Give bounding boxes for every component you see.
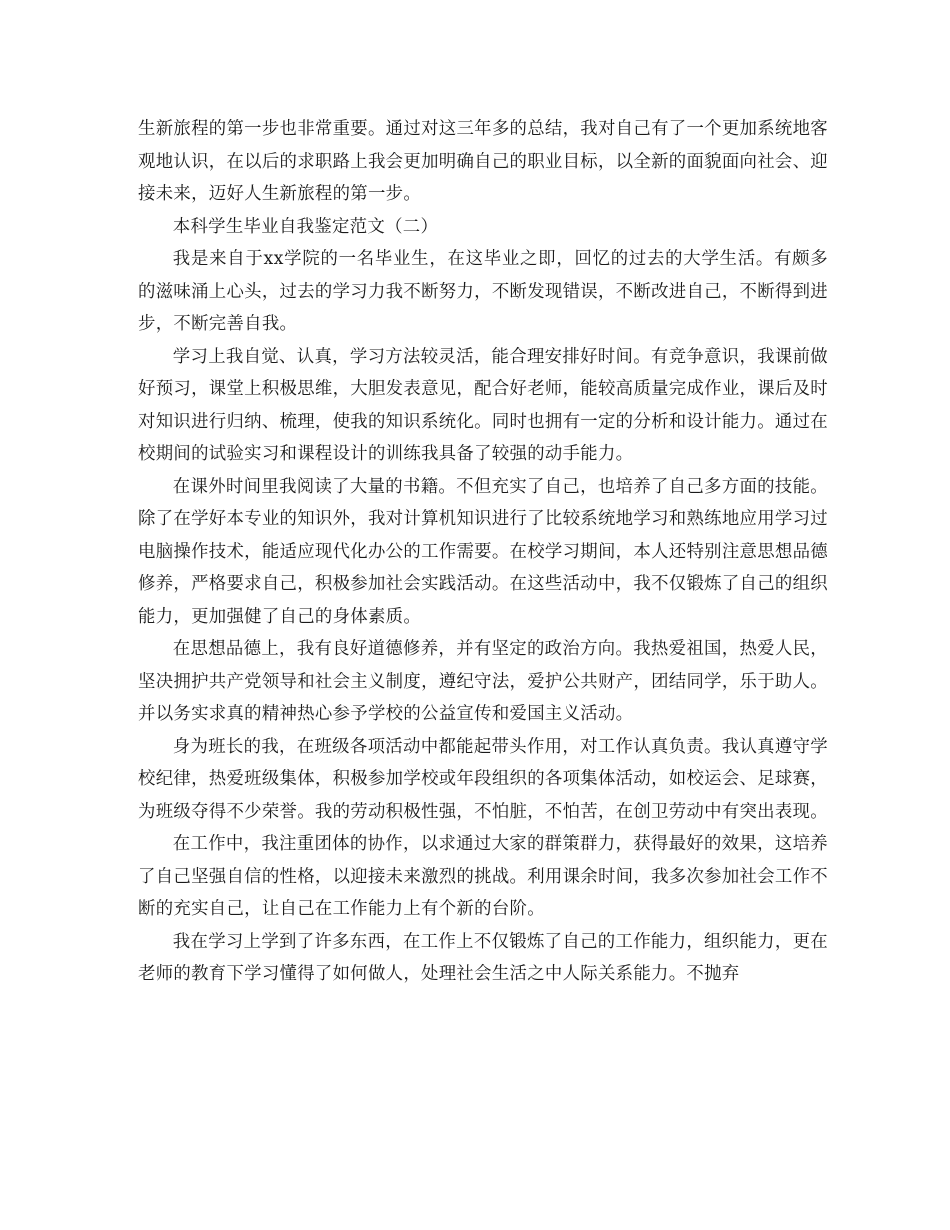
section-heading: 本科学生毕业自我鉴定范文（二）	[172, 216, 439, 237]
paragraph-study: 学习上我自觉、认真，学习方法较灵活，能合理安排好时间。有竞争意识，我课前做好预习，课堂上积极思维，大胆发表意见，配合好老师，能较高质量完成作业，课后及时对知识进行归纳、梳理，使我的知识系统化。同时也拥有一定的分析和设计能力。通过在校期间的试验实习和课程设计的训练我具备了较强的动手能力。	[138, 346, 828, 464]
document-body	[138, 113, 828, 991]
paragraph-introduction: 我是来自于xx学院的一名毕业生，在这毕业之即，回忆的过去的大学生活。有颇多的滋味涌上心头，过去的学习力我不断努力，不断发现错误，不断改进自己，不断得到进步，不断完善自我。	[138, 249, 828, 334]
paragraph-learning-summary: 我在学习上学到了许多东西，在工作上不仅锻炼了自己的工作能力，组织能力，更在老师的教育下学习懂得了如何做人，处理社会生活之中人际关系能力。不抛弃	[138, 931, 828, 984]
paragraph-morality: 在思想品德上，我有良好道德修养，并有坚定的政治方向。我热爱祖国，热爱人民，坚决拥护共产党领导和社会主义制度，遵纪守法，爱护公共财产，团结同学，乐于助人。并以务实求真的精神热心参予学校的公益宣传和爱国主义活动。	[138, 639, 828, 724]
paragraph-extracurricular: 在课外时间里我阅读了大量的书籍。不但充实了自己，也培养了自己多方面的技能。除了在学好本专业的知识外，我对计算机知识进行了比较系统地学习和熟练地应用学习过电脑操作技术，能适应现代化办公的工作需要。在校学习期间，本人还特别注意思想品德修养，严格要求自己，积极参加社会实践活动。在这些活动中，我不仅锻炼了自己的组织能力，更加强健了自己的身体素质。	[138, 476, 828, 627]
paragraph-teamwork: 在工作中，我注重团体的协作，以求通过大家的群策群力，获得最好的效果，这培养了自己坚强自信的性格，以迎接未来激烈的挑战。利用课余时间，我多次参加社会工作不断的充实自己，让自己在工作能力上有个新的台阶。	[138, 834, 828, 919]
paragraph-class-monitor: 身为班长的我，在班级各项活动中都能起带头作用，对工作认真负责。我认真遵守学校纪律，热爱班级集体，积极参加学校或年段组织的各项集体活动，如校运会、足球赛，为班级夺得不少荣誉。我的劳动积极性强，不怕脏，不怕苦，在创卫劳动中有突出表现。	[138, 736, 828, 822]
paragraph-continuation: 生新旅程的第一步也非常重要。通过对这三年多的总结，我对自己有了一个更加系统地客观地认识，在以后的求职路上我会更加明确自己的职业目标，以全新的面貌面向社会、迎接未来，迈好人生新旅程的第一步。	[138, 119, 828, 204]
